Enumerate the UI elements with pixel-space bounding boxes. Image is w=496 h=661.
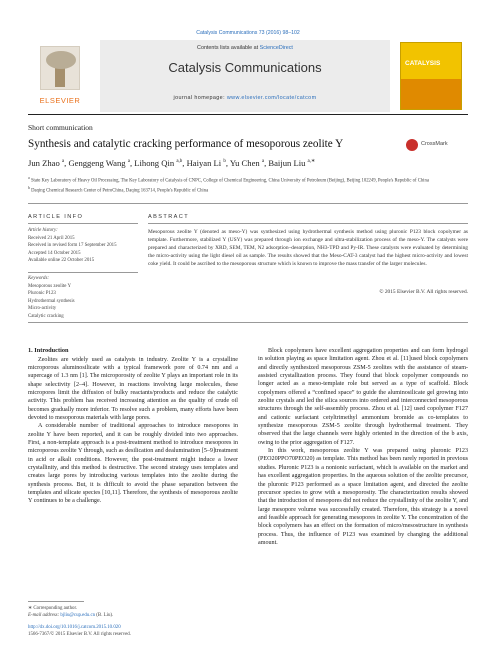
crossmark-badge[interactable] <box>406 138 466 152</box>
homepage-prefix: journal homepage: <box>173 95 227 101</box>
journal-cover-image[interactable] <box>400 42 462 110</box>
author[interactable]: Baijun Liu $^{a,∗}$ <box>268 158 316 168</box>
affiliation: b Daqing Chemical Research Center of PetroChina, Daqing 163714, People's Republic of China <box>28 185 209 194</box>
author[interactable]: Genggeng Wang $^a$ <box>68 158 130 168</box>
crossmark-label: CrossMark <box>421 141 448 147</box>
article-title: Synthesis and catalytic cracking performance of mesoporous zeolite Y <box>28 138 344 150</box>
journal-masthead <box>28 40 468 112</box>
paragraph: Block copolymers have excellent aggregation properties and can form hydrogel in solution playing as space limitation agent. Zhou et al. [11]used block copolymers and directly synthesized mesoporous ZSM-5 zeolites with the assistance of steam-assisted crystallization process. They found that block copolymer compounds no longer acted as a meso-template role but served as a type of scaffold. Block copolymers offered a “confined space” to guide the aluminosilicate gel growing into zeolite crystals and led the silica sources into ordered and interconnected mesoporous structures through the self-assembly process. Zhou et al. [12] used copolymer F127 and cationic surfactant cetyltrimethyl ammonium bromide as co-templates to synthesize mesoporous ZSM-5 zeolite through hydrothermal treatment. They observed that the large channels were highly oriented in the direction of the b axis, owing to the prior aggregation of F127. <box>258 348 468 446</box>
issn-line: 1566-7367/© 2015 Elsevier B.V. All rights reserved. <box>28 632 131 638</box>
keywords <box>28 275 138 321</box>
article-history <box>28 227 138 265</box>
corresponding-author: ∗ Corresponding author. <box>28 606 78 611</box>
elsevier-logo[interactable] <box>28 44 92 108</box>
front-matter-divider <box>28 322 468 323</box>
journal-title: Catalysis Communications <box>168 60 322 75</box>
keywords-label: Keywords: <box>28 276 50 281</box>
footnote-divider <box>28 601 84 602</box>
paragraph: Zeolites are widely used as catalysts in industry. Zeolite Y is a crystalline microporous aluminosilicate with a typical framework pore of 0.74 nm and a supercage of 1.3 nm [1]. The microporosity of zeolite Y plays an important role in its shape selectivity [2–4]. However, in reactions involving large molecules, these micropores limit the diffusion of bulky reactants/products and reduce the catalytic activity. This problem has received increasing attention as the quality of crude oil becomes gradually more inferior. To resolve such a problem, many efforts have been devoted to mesoporous materials with large pores. <box>28 356 238 422</box>
article-info-divider <box>28 223 138 224</box>
journal-reference[interactable]: Catalysis Communications 73 (2016) 98–102 <box>196 30 300 36</box>
history-entry: Received 21 April 2015 <box>28 235 75 241</box>
author[interactable]: Haiyan Li $^b$ <box>186 158 226 168</box>
email-line: E-mail address: bjliu@cup.edu.cn (B. Liu). <box>28 613 114 619</box>
paragraph: In this work, mesoporous zeolite Y was prepared using pluronic P123 (PEO20PPO70PEO20) as template. This method has been rarely reported in previous studies. Pluronic P123 is a nonionic surfactant, which is available on the market and has excellent aggregation properties. In the aqueous solution of the zeolite precursor, the pluronic P123 performed as a space limitation agent, and directed the zeolite precursor species to grow with a mesoporosity. The characterization results showed that the introduction of mesopores did not reduce the crystallinity of the zeolite Y, and large mesopore volume was successfully created. Therefore, this strategy is a novel and feasible approach for generating mesopores in zeolite Y. The concentration of the block copolymers has an effect on the formation of micro/mesostructure in synthesis process. Thus, the influence of P123 was examined by changing the additional amount. <box>258 448 468 546</box>
publisher-name: ELSEVIER <box>39 96 81 105</box>
history-entry: Received in revised form 17 September 2015 <box>28 243 117 249</box>
cover-band <box>401 79 461 109</box>
article-type: Short communication <box>28 123 93 132</box>
affiliations-divider <box>28 203 468 204</box>
contents-prefix: Contents lists available at <box>197 45 260 51</box>
history-entry: Available online 22 October 2015 <box>28 258 95 264</box>
author[interactable]: Jun Zhao $^a$ <box>28 158 65 168</box>
contents-available-line <box>100 45 390 51</box>
journal-homepage-line <box>100 95 390 101</box>
keyword: Micro-activity <box>28 306 57 312</box>
footnote <box>28 601 238 638</box>
section-heading: 1. Introduction <box>28 347 69 354</box>
body-right-column <box>258 347 468 547</box>
keywords-divider <box>28 272 138 273</box>
abstract-text: Mesoporous zeolite Y (denoted as meso-Y) was synthesized using hydrothermal synthesis method using pluronic P123 block copolymer as template. Furthermore, stabilized Y (USY) was prepared through ion exchange and ultra-stabilization process of the meso-Y. The catalysts were prepared and characterized by XRD, SEM, TEM, N2 adsorption–desorption, NH3-TPD and Py-IR. These catalysts were evaluated by determining the micro-activity using the light diesel oil as sample. The results showed that the Meso-CAT-3 catalyst had the highest micro-activity and lowest coke yield. It could be ascribed to the mesoporous structure which is known to improve the mass transfer of the larger molecules. <box>148 229 468 268</box>
keyword: Catalytic cracking <box>28 313 64 319</box>
author[interactable]: Lihong Qin $^{a,b}$ <box>134 158 183 168</box>
author-list: Jun Zhao $^a$, Genggeng Wang $^a$, Lihong Qin $^{a,b}$, Haiyan Li $^b$, Yu Chen $^a$, Baijun Liu $^{a,∗}$ <box>28 158 316 168</box>
elsevier-tree-icon <box>40 46 80 90</box>
abstract-divider <box>148 223 468 224</box>
doi-link[interactable]: http://dx.doi.org/10.1016/j.catcom.2015.10.020 <box>28 624 121 630</box>
abstract-copyright: © 2015 Elsevier B.V. All rights reserved. <box>379 289 468 295</box>
paragraph: A considerable number of traditional approaches to introduce mesopores in zeolite Y have been reported, and it can be roughly divided into two approaches. First, a non-template approach is a post-treatment method to introduce mesopores in microporous zeolite Y through, such as desilication and dealumination [5–9]treatment in acid or alkali conditions. However, the post-treatment might induce a lower crystallinity, and this method is destructive. The second strategy uses templates and creates large pores by introducing various templates into the zeolite during the synthesis process. But, it is difficult to avoid the phase separation between the templates and silicate species [10,11]. Therefore, the synthesis of mesoporous zeolite Y continues to be a challenge. <box>28 423 238 505</box>
keyword: Mesoporous zeolite Y <box>28 283 72 289</box>
history-entry: Accepted 14 October 2015 <box>28 250 81 256</box>
homepage-link[interactable]: www.elsevier.com/locate/catcom <box>226 95 317 101</box>
abstract-heading: ABSTRACT <box>148 214 190 220</box>
masthead-banner <box>100 40 390 112</box>
header-divider <box>28 114 468 115</box>
keyword: Pluronic P123 <box>28 291 56 297</box>
history-label: Article history: <box>28 228 58 233</box>
email-link[interactable]: bjliu@cup.edu.cn <box>60 613 96 619</box>
sciencedirect-link[interactable]: ScienceDirect <box>259 45 293 51</box>
affiliations <box>28 175 468 196</box>
affiliation: a State Key Laboratory of Heavy Oil Processing, The Key Laboratory of Catalysis of CNPC, College of Chemical Engineering, China University of Petroleum (Beijing), Beijing 102249, People's Republic of China <box>28 175 429 184</box>
author[interactable]: Yu Chen $^a$ <box>229 158 265 168</box>
cover-title: CATALYSIS <box>405 60 441 67</box>
article-info-heading: ARTICLE INFO <box>28 214 84 220</box>
crossmark-icon <box>406 139 418 151</box>
body-left-column <box>28 347 238 506</box>
keyword: Hydrothermal synthesis <box>28 298 75 304</box>
